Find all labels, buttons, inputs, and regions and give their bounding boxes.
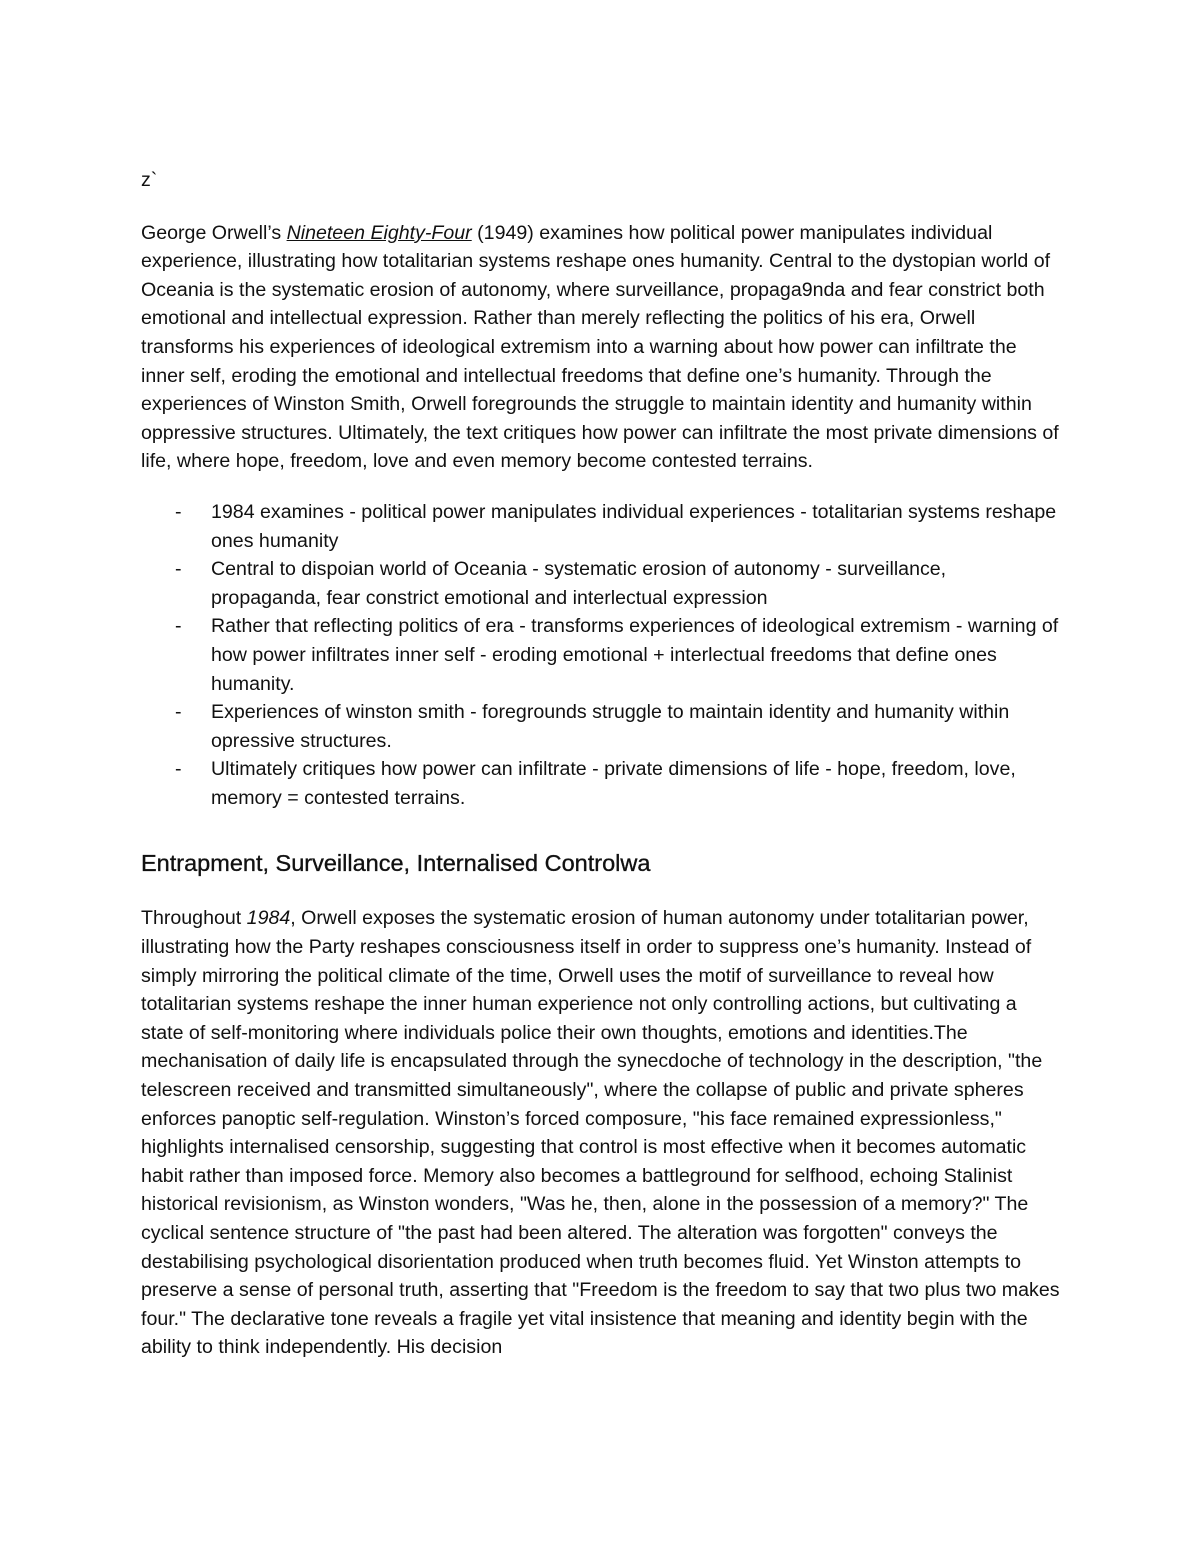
list-item-text: Ultimately critiques how power can infiltrate - private dimensions of life - hope, freedom, love, memory = contested terrains. <box>211 758 1016 809</box>
list-item <box>175 612 1060 698</box>
dash-bullet: - <box>175 615 182 638</box>
dash-bullet: - <box>175 758 182 781</box>
section-heading: Entrapment, Surveillance, Internalised Controlwa <box>141 850 651 877</box>
section-body-paragraph <box>141 904 1060 1362</box>
list-item-text: Central to dispoian world of Oceania - systematic erosion of autonomy - surveillance, propaganda, fear constrict emotional and interlectual expression <box>211 558 947 609</box>
dash-bullet: - <box>175 701 182 724</box>
section-body-rest: , Orwell exposes the systematic erosion of human autonomy under totalitarian power, illustrating how the Party reshapes consciousness itself in order to suppress one’s humanity. Instead of simply mirroring the political climate of the time, Orwell uses the motif of surveillance to reveal how totalitarian systems reshape the inner human experience not only controlling actions, but cultivating a state of self-monitoring where individuals police their own thoughts, emotions and identities.The mechanisation of daily life is encapsulated through the synecdoche of technology in the description, "the telescreen received and transmitted simultaneously", where the collapse of public and private spheres enforces panoptic self-regulation. Winston’s forced composure, "his face remained expressionless," highlights internalised censorship, suggesting that control is most effective when it becomes automatic habit rather than imposed force. Memory also becomes a battleground for selfhood, echoing Stalinist historical revisionism, as Winston wonders, "Was he, then, alone in the possession of a memory?" The cyclical sentence structure of "the past had been altered. The alteration was forgotten" conveys the destabilising psychological disorientation produced when truth becomes fluid. Yet Winston attempts to preserve a sense of personal truth, asserting that "Freedom is the freedom to say that two plus two makes four." The declarative tone reveals a fragile yet vital insistence that meaning and identity begin with the ability to think independently. His decision <box>141 907 1060 1359</box>
list-item-text: 1984 examines - political power manipulates individual experiences - totalitarian systems reshape ones humanity <box>211 500 1057 552</box>
intro-paragraph <box>141 219 1060 476</box>
intro-text-rest: (1949) examines how political power manipulates individual experience, illustrating how totalitarian systems reshape ones humanity. Central to the dystopian world of Oceania is the systematic erosion of autonomy, where surveillance, propaga9nda and fear constrict both emotional and intellectual expression. Rather than merely reflecting the politics of his era, Orwell transforms his experiences of ideological extremism into a warning about how power can infiltrate the inner self, eroding the emotional and intellectual freedoms that define one’s humanity. Through the experiences of Winston Smith, Orwell foregrounds the struggle to maintain identity and humanity within oppressive structures. Ultimately, the text critiques how power can infiltrate the most private dimensions of life, where hope, freedom, love and even memory become contested terrains. <box>141 221 1059 473</box>
section-body-start: Throughout <box>141 907 247 930</box>
stray-characters: z` <box>141 169 158 191</box>
list-item <box>175 498 1060 555</box>
book-title: Nineteen Eighty-Four <box>286 221 472 244</box>
list-item-text: Experiences of winston smith - foregrounds struggle to maintain identity and humanity within opressive structures. <box>211 701 1010 752</box>
list-item-text: Rather that reflecting politics of era - transforms experiences of ideological extremism - warning of how power infiltrates inner self - eroding emotional + interlectual freedoms that define ones humanity. <box>211 615 1059 695</box>
list-item <box>175 698 1060 755</box>
notes-list <box>141 498 1060 813</box>
section-body-italic-title: 1984 <box>246 907 291 930</box>
list-item <box>175 755 1060 812</box>
dash-bullet: - <box>175 500 182 523</box>
dash-bullet: - <box>175 558 182 581</box>
intro-text-start: George Orwell’s <box>141 221 287 244</box>
list-item <box>175 555 1060 612</box>
